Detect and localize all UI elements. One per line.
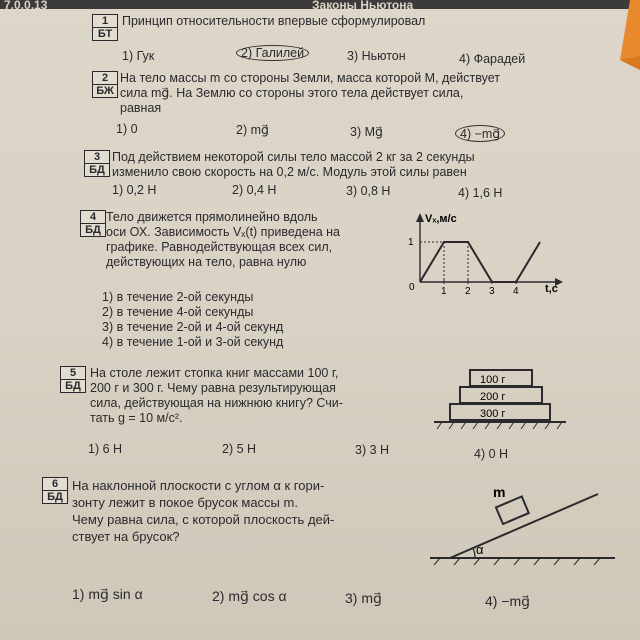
q5-answer-3: 3) 3 Н	[355, 443, 390, 457]
books-stack-diagram	[430, 365, 570, 435]
q2-line-1: На тело массы m со стороны Земли, масса которой М, действует	[120, 71, 500, 85]
book-top-label: 100 г	[480, 374, 506, 386]
graph-guides	[420, 242, 468, 282]
q5-answer-2: 2) 5 Н	[222, 442, 257, 456]
q5-badge	[60, 366, 86, 393]
header-left: 7.0.0.13	[4, 0, 48, 12]
q1-text: Принцип относительности впервые сформулировал	[122, 14, 426, 28]
q5-number: 5	[61, 367, 85, 380]
q2-line-3: равная	[120, 101, 162, 115]
q1-answer-4: 4) Фарадей	[459, 52, 526, 66]
q2-answer-2: 2) mg⃗	[236, 123, 269, 137]
q6-line-1: На наклонной плоскости с углом α к гори-	[72, 478, 325, 493]
q2-answer-4	[455, 125, 505, 142]
q6-text	[72, 477, 334, 545]
y-axis-arrow-icon	[416, 213, 424, 222]
q5-code: БД	[65, 380, 81, 392]
header-title: Законы Ньютона	[312, 0, 414, 12]
q6-answer-4: 4) −mg⃗	[485, 593, 531, 609]
q1-number: 1	[93, 15, 117, 28]
table-hatching	[437, 422, 562, 429]
q3-line-2: изменило свою скорость на 0,2 м/с. Модуль этой силы равен	[112, 165, 467, 179]
q5-line-3: сила, действующая на нижнюю книгу? Счи-	[90, 396, 343, 410]
book-middle-label: 200 г	[480, 391, 506, 403]
q3-answer-1: 1) 0,2 Н	[112, 183, 157, 197]
q4-line-3: графике. Равнодействующая всех сил,	[106, 240, 333, 254]
q1-badge	[92, 14, 118, 41]
q3-text	[112, 150, 475, 180]
q4-number: 4	[81, 211, 105, 224]
q5-text	[90, 366, 343, 426]
q2-code: БЖ	[96, 85, 114, 97]
block-label: m	[493, 484, 506, 500]
angle-label: α	[476, 542, 484, 557]
q6-line-3: Чему равна сила, с которой плоскость дей-	[72, 512, 335, 527]
q2-number: 2	[93, 72, 117, 85]
q2-badge	[92, 71, 118, 98]
q5-line-2: 200 г и 300 г. Чему равна результирующая	[90, 381, 336, 395]
q6-code: БД	[47, 491, 63, 503]
q3-badge	[84, 150, 110, 177]
q6-answer-2: 2) mg⃗ cos α	[212, 588, 287, 604]
graph-xlabel: t,с	[545, 283, 558, 295]
q5-answer-4: 4) 0 Н	[474, 447, 509, 461]
q3-line-1: Под действием некоторой силы тело массой 2 кг за 2 секунды	[112, 150, 475, 164]
graph-y-tick: 1	[408, 237, 414, 248]
incline-diagram	[420, 480, 620, 575]
q5-answer-1: 1) 6 Н	[88, 442, 123, 456]
q4-answer-3: 3) в течение 2-ой и 4-ой секунд	[102, 320, 284, 334]
q5-line-4: тать g = 10 м/с².	[90, 411, 183, 425]
q5-line-1: На столе лежит стопка книг массами 100 г,	[90, 366, 339, 380]
q6-line-4: ствует на брусок?	[72, 529, 180, 544]
q1-answer-2-circled: 2) Галилей	[236, 45, 309, 61]
q4-answer-2: 2) в течение 4-ой секунды	[102, 305, 254, 319]
q2-answer-4-circled: 4) −mg⃗	[455, 125, 505, 142]
q3-number: 3	[85, 151, 109, 164]
pencil-icon	[600, 0, 640, 70]
block	[496, 496, 529, 524]
x-tick-1: 1	[441, 286, 447, 295]
q1-code: БТ	[97, 28, 113, 40]
q1-answer-2	[236, 45, 309, 61]
q4-answer-4: 4) в течение 1-ой и 3-ой секунд	[102, 335, 284, 349]
q2-answer-1: 1) 0	[116, 122, 138, 136]
q4-answers	[102, 290, 283, 350]
q1-answer-1: 1) Гук	[122, 49, 155, 63]
q4-code: БД	[85, 224, 101, 236]
q4-badge	[80, 210, 106, 237]
q3-answer-2: 2) 0,4 Н	[232, 183, 277, 197]
q4-line-2: оси ОХ. Зависимость Vₓ(t) приведена на	[106, 225, 340, 239]
q3-answer-4: 4) 1,6 Н	[458, 186, 503, 200]
q6-number: 6	[43, 478, 67, 491]
graph-ylabel: Vₓ,м/с	[425, 213, 457, 225]
q6-answer-3: 3) mg⃗	[345, 590, 382, 606]
velocity-graph	[395, 210, 595, 295]
q2-text	[120, 71, 500, 116]
q4-line-1: Тело движется прямолинейно вдоль	[106, 210, 318, 224]
q2-line-2: сила mg⃗. На Землю со стороны этого тела действует сила,	[120, 86, 464, 100]
graph-origin: 0	[409, 282, 415, 293]
angle-arc	[473, 548, 475, 558]
book-bottom-label: 300 г	[480, 408, 506, 420]
q2-answer-3: 3) Mg⃗	[350, 125, 383, 139]
q4-answer-1: 1) в течение 2-ой секунды	[102, 290, 254, 304]
x-tick-4: 4	[513, 286, 519, 295]
x-tick-2: 2	[465, 286, 471, 295]
incline-hatching	[434, 558, 600, 565]
q6-line-2: зонту лежит в покое брусок массы m.	[72, 495, 298, 510]
q3-answer-3: 3) 0,8 Н	[346, 184, 391, 198]
q6-badge	[42, 477, 68, 504]
q6-answer-1: 1) mg⃗ sin α	[72, 586, 143, 602]
q4-text	[106, 210, 340, 270]
x-tick-3: 3	[489, 286, 495, 295]
velocity-line	[420, 242, 540, 282]
q3-code: БД	[89, 164, 105, 176]
q4-line-4: действующих на тело, равна нулю	[106, 255, 307, 269]
q1-answer-3: 3) Ньютон	[347, 49, 406, 63]
